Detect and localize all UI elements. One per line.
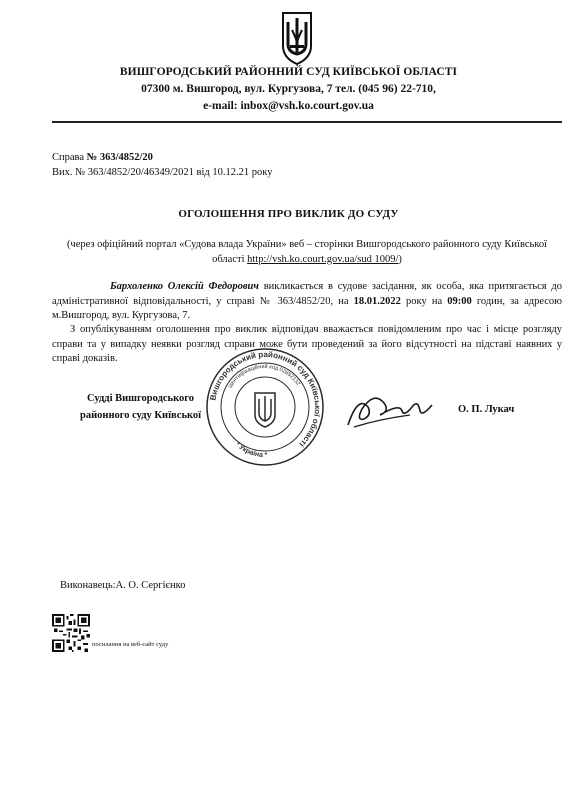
case-number-line [52,152,153,163]
judge-name: О. П. Лукач [458,404,515,415]
judge-title [80,390,201,424]
summoned-person-name: Бархоленко Олексій Федорович [110,281,259,292]
judge-title-line-2: районного суду Київської [80,410,202,421]
court-seal-icon [203,345,327,469]
court-website-link[interactable]: http://vsh.ko.court.gov.ua/sud 1009/ [247,253,399,265]
hearing-date: 18.01.2022 [353,295,401,307]
document-title: ОГОЛОШЕННЯ ПРО ВИКЛИК ДО СУДУ [178,208,399,220]
handwritten-signature [340,385,440,435]
header-divider [52,121,562,123]
qr-code-caption: посилання на веб-сайт суду [92,641,169,648]
judge-title-line-1: Судді Вишгородського [87,393,195,404]
case-prefix: Справа [52,152,85,163]
seal-outer-text: Вишгородський районний суд Київської області [208,349,323,449]
publication-note [52,238,562,267]
seal-bottom-text: * Україна * [233,441,268,460]
qr-code-icon[interactable] [52,614,90,652]
executor-line: Виконавець:А. О. Сергієнко [60,580,186,591]
publication-note-close: ) [398,253,402,265]
case-number: № 363/4852/20 [86,152,153,163]
court-email: e-mail: inbox@vsh.ko.court.gov.ua [203,100,374,112]
summons-text-2: року на [400,295,448,307]
court-name: ВИШГОРОДСЬКИЙ РАЙОННИЙ СУД КИЇВСЬКОЇ ОБЛАСТІ [119,66,458,78]
summons-paragraph [52,280,562,324]
court-address: 07300 м. Вишгород, вул. Кургузова, 7 тел. (045 96) 22-710, [141,83,436,95]
svg-text:* Україна * [234,441,268,459]
hearing-time: 09:00 [447,295,472,307]
summons-text-3: годин, за адресою м.Вишгород, вул. Кургузова, 7. [52,295,563,321]
outgoing-reference: Вих. № 363/4852/20/46349/2021 від 10.12.21 року [52,167,273,178]
publication-note-text: (через офіційний портал «Судова влада України» веб – сторінки Вишгородського районного суду Київської області [66,239,548,265]
consequence-paragraph: З опублікуванням оголошення про виклик відповідач вважається повідомленим про час і місце розгляду справи та у випадку неявки розгляд справи може бути проведений за його відсутності на підставі наявних у справі доказів. [52,324,562,364]
coat-of-arms-icon [280,10,314,66]
summons-text-1: викликається в судове засідання, як особа, яка притягається до адміністративної відповідальності, у справі № 363/4852/20, на [52,281,562,307]
seal-inner-text: ідентифікаційний код 02892132 [227,363,302,390]
